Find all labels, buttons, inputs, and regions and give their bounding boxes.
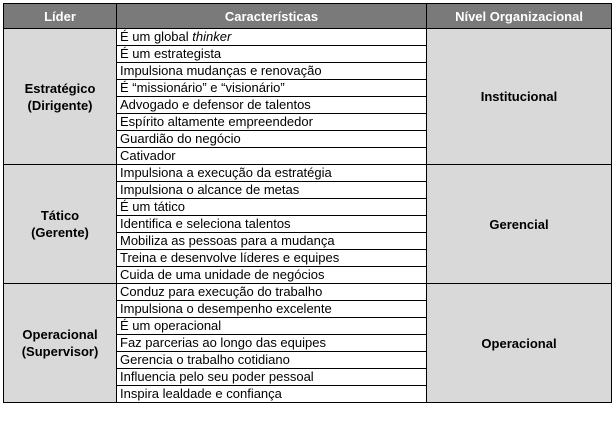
characteristic-cell: É um global thinker <box>117 29 427 46</box>
characteristic-cell: É “missionário” e “visionário” <box>117 80 427 97</box>
characteristic-cell: Inspira lealdade e confiança <box>117 386 427 403</box>
characteristic-cell: Impulsiona o desempenho excelente <box>117 301 427 318</box>
characteristic-cell: Impulsiona mudanças e renovação <box>117 63 427 80</box>
characteristic-cell: Cativador <box>117 148 427 165</box>
level-cell: Operacional <box>427 284 612 403</box>
leadership-table <box>3 3 612 403</box>
characteristic-cell: Conduz para execução do trabalho <box>117 284 427 301</box>
header-row <box>4 4 612 29</box>
characteristic-cell: Impulsiona o alcance de metas <box>117 182 427 199</box>
header-leader: Líder <box>4 4 117 29</box>
leader-role: (Dirigente) <box>27 97 93 113</box>
characteristic-cell: Guardião do negócio <box>117 131 427 148</box>
characteristic-cell: É um tático <box>117 199 427 216</box>
characteristic-cell: Espírito altamente empreendedor <box>117 114 427 131</box>
characteristic-cell: Impulsiona a execução da estratégia <box>117 165 427 182</box>
table-row <box>4 165 612 182</box>
leader-cell <box>4 284 117 403</box>
characteristic-cell: Faz parcerias ao longo das equipes <box>117 335 427 352</box>
characteristic-cell: Identifica e seleciona talentos <box>117 216 427 233</box>
emphasis-text: thinker <box>192 29 232 44</box>
characteristic-cell: Treina e desenvolve líderes e equipes <box>117 250 427 267</box>
leader-cell <box>4 29 117 165</box>
characteristic-cell: É um operacional <box>117 318 427 335</box>
leader-title: Estratégico <box>24 80 96 96</box>
characteristic-cell: Advogado e defensor de talentos <box>117 97 427 114</box>
characteristic-cell: Cuida de uma unidade de negócios <box>117 267 427 284</box>
leader-cell <box>4 165 117 284</box>
leader-title: Operacional <box>22 327 98 342</box>
table-row <box>4 284 612 301</box>
leader-title: Tático <box>40 208 80 223</box>
table-row <box>4 29 612 46</box>
leader-role: (Supervisor) <box>21 344 99 359</box>
characteristic-cell: Gerencia o trabalho cotidiano <box>117 352 427 369</box>
header-level: Nível Organizacional <box>427 4 612 29</box>
header-characteristics: Características <box>117 4 427 29</box>
characteristic-cell: É um estrategista <box>117 46 427 63</box>
characteristic-cell: Influencia pelo seu poder pessoal <box>117 369 427 386</box>
characteristic-cell: Mobiliza as pessoas para a mudança <box>117 233 427 250</box>
level-cell: Institucional <box>427 29 612 165</box>
level-cell: Gerencial <box>427 165 612 284</box>
leader-role: (Gerente) <box>31 225 89 240</box>
